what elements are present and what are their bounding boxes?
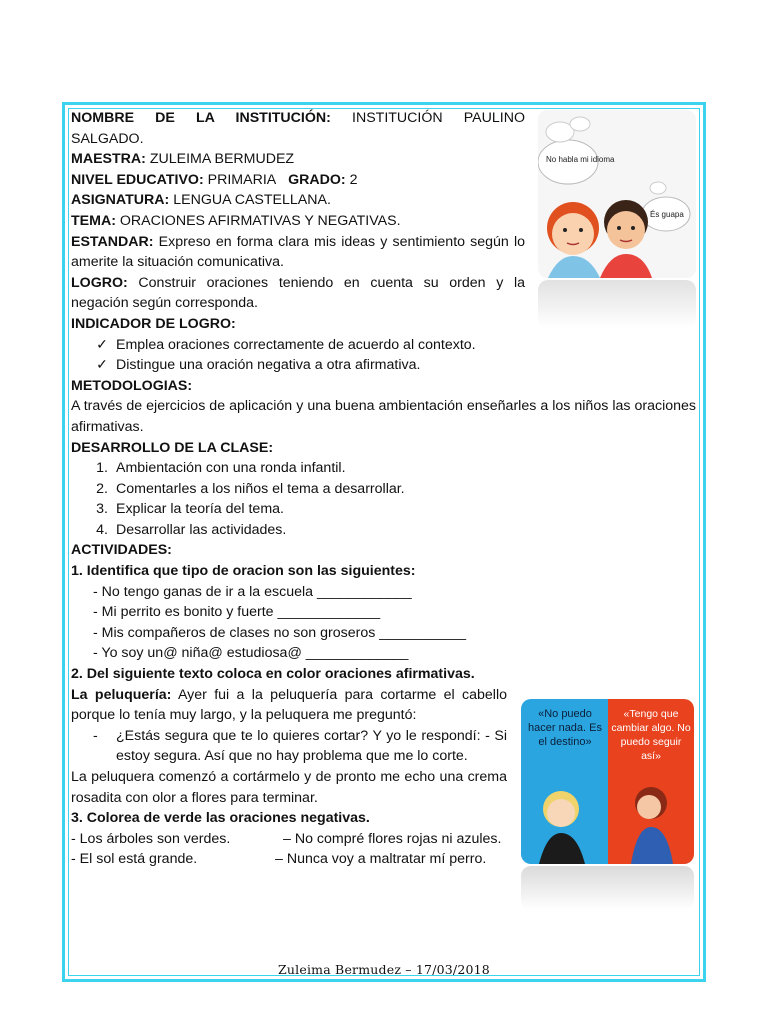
institution-value: INSTITUCIÓN PAULINO	[352, 110, 525, 126]
kids-illustration	[538, 110, 696, 278]
story-dialog-text: ¿Estás segura que te lo quieres cortar? Y yo le respondí: - Si estoy segura. Así que no hay problema que me lo corte.	[116, 727, 507, 765]
methodology-text: A través de ejercicios de aplicación y una buena ambientación enseñarles a los niños las oraciones afirmativas.	[71, 398, 696, 435]
story-dash: -	[93, 727, 98, 744]
topic-label: TEMA:	[71, 212, 116, 229]
sentence-pair	[71, 849, 525, 870]
indicator-item-text: Emplea oraciones correctamente de acuerdo al contexto.	[116, 336, 476, 353]
sentence-right: – No compré flores rojas ni azules.	[283, 830, 502, 847]
indicator-item	[71, 335, 525, 356]
methodology-title: METODOLOGIAS:	[71, 377, 193, 394]
standard-line	[71, 232, 525, 273]
development-item-text: Comentarles a los niños el tema a desarrollar.	[116, 480, 405, 497]
topic-value: ORACIONES AFIRMATIVAS Y NEGATIVAS.	[119, 212, 401, 229]
activity-1-item: - No tengo ganas de ir a la escuela ____________	[93, 583, 412, 600]
girls-attitude-image	[521, 699, 694, 864]
sentence-left: - Los árboles son verdes.	[71, 830, 231, 847]
level-value: PRIMARIA	[207, 171, 277, 188]
achievement-value: Construir oraciones teniendo en cuenta su orden y la negación según corresponda.	[71, 274, 525, 312]
image-reflection	[538, 280, 696, 328]
grade-label: GRADO:	[288, 171, 346, 188]
development-item: 3. Explicar la teoría del tema.	[71, 499, 525, 520]
story-intro	[71, 685, 507, 726]
development-item-text: Ambientación con una ronda infantil.	[116, 460, 346, 477]
activity-1-item: - Mis compañeros de clases no son groseros ___________	[93, 624, 467, 641]
image-reflection	[521, 866, 694, 910]
level-label: NIVEL EDUCATIVO:	[71, 171, 204, 188]
sentence-pair	[71, 829, 525, 850]
story-intro-text: Ayer fui a la peluquería para cortarme el cabello porque lo tenía muy largo, y la peluquera me preguntó:	[71, 686, 507, 724]
kids-thinking-image	[538, 110, 696, 278]
thought-bubble-2-text: És guapa	[650, 210, 684, 219]
attitude-illustration	[521, 699, 694, 864]
subject-label: ASIGNATURA:	[71, 192, 170, 209]
standard-value: Expreso en forma clara mis ideas y sentimiento según lo amerite la situación comunicativa.	[71, 233, 525, 271]
activity-3-title: 3. Colorea de verde las oraciones negativas.	[71, 810, 370, 827]
activity-1-item: - Mi perrito es bonito y fuerte _____________	[93, 604, 381, 621]
level-line	[71, 170, 525, 191]
subject-line	[71, 190, 525, 211]
institution-label: NOMBRE DE LA INSTITUCIÓN:	[71, 110, 331, 126]
right-panel-text: «Tengo que cambiar algo. No puedo seguir así»	[611, 708, 691, 762]
achievement-line	[71, 273, 525, 314]
class-development-title: DESARROLLO DE LA CLASE:	[71, 439, 274, 456]
development-item-text: Desarrollar las actividades.	[116, 521, 287, 538]
activity-1-item: - Yo soy un@ niña@ estudiosa@ _____________	[93, 645, 409, 662]
institution-line	[71, 108, 525, 129]
teacher-value: ZULEIMA BERMUDEZ	[149, 151, 295, 168]
story-dialog	[71, 726, 507, 767]
teacher-line	[71, 149, 525, 170]
thought-bubble-1-text: No habla mi idioma	[546, 155, 615, 164]
topic-line	[71, 211, 525, 232]
standard-label: ESTANDAR:	[71, 233, 154, 250]
development-item: 1. Ambientación con una ronda infantil.	[71, 458, 525, 479]
grade-value: 2	[349, 171, 358, 188]
story-end: La peluquera comenzó a cortármelo y de pronto me echo una crema rosadita con olor a flores para terminar.	[71, 769, 507, 806]
story-label: La peluquería:	[71, 686, 172, 703]
activity-2-title: 2. Del siguiente texto coloca en color oraciones afirmativas.	[71, 666, 475, 683]
left-panel-text: «No puedo hacer nada. Es el destino»	[528, 708, 602, 748]
sentence-right: – Nunca voy a maltratar mí perro.	[275, 851, 487, 868]
teacher-label: MAESTRA:	[71, 151, 146, 168]
development-item: 2. Comentarles a los niños el tema a desarrollar.	[71, 479, 525, 500]
activities-title: ACTIVIDADES:	[71, 542, 172, 559]
checkmark-icon: ✓	[96, 336, 108, 353]
development-item-text: Explicar la teoría del tema.	[116, 501, 284, 518]
indicator-title: INDICADOR DE LOGRO:	[71, 315, 236, 332]
indicator-item	[71, 355, 525, 376]
checkmark-icon: ✓	[96, 357, 108, 374]
institution-value-cont: SALGADO.	[71, 130, 144, 147]
subject-value: LENGUA CASTELLANA.	[173, 192, 331, 209]
footer-signature: Zuleima Bermudez – 17/03/2018	[278, 962, 490, 977]
development-item: 4. Desarrollar las actividades.	[71, 520, 525, 541]
sentence-left: - El sol está grande.	[71, 851, 198, 868]
activity-1-title: 1. Identifica que tipo de oracion son las siguientes:	[71, 563, 416, 580]
achievement-label: LOGRO:	[71, 274, 128, 291]
indicator-item-text: Distingue una oración negativa a otra afirmativa.	[116, 357, 421, 374]
